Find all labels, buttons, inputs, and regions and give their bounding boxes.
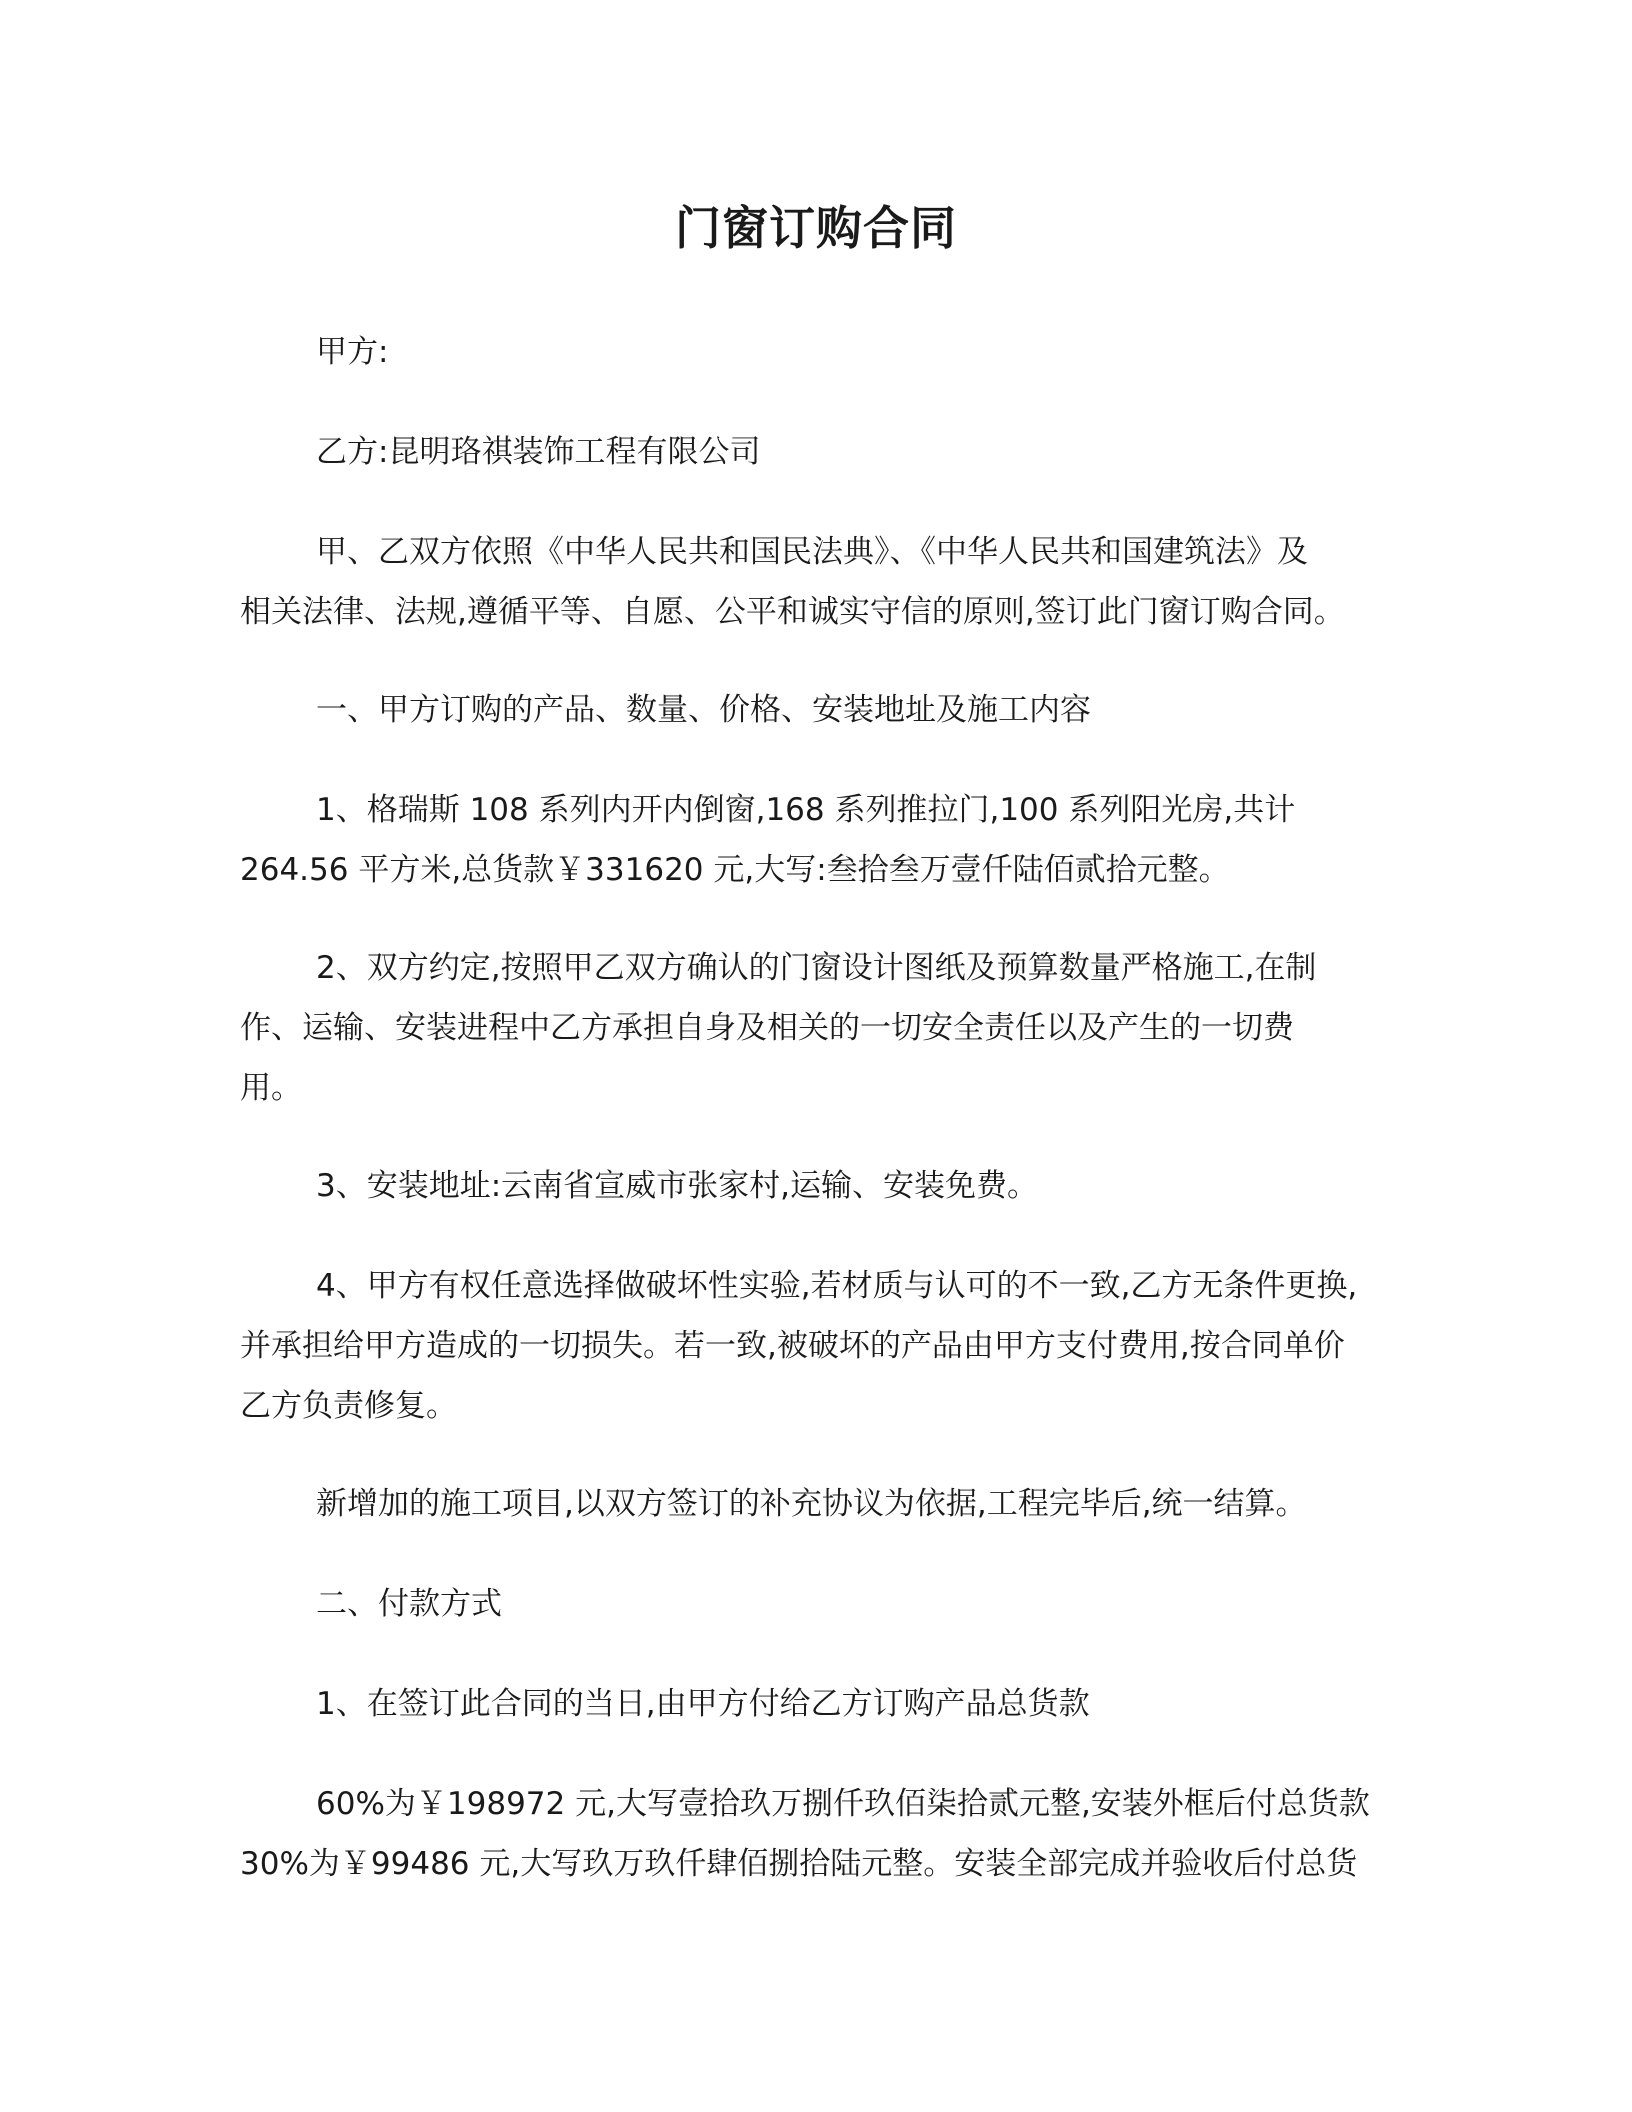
text-line: 乙方负责修复。: [240, 1388, 457, 1424]
clause-1-2: [240, 938, 1390, 1118]
text-line: 3、安装地址:云南省宣威市张家村,运输、安装免费。: [316, 1168, 1039, 1204]
text-line: 4、甲方有权任意选择做破坏性实验,若材质与认可的不一致,乙方无条件更换,: [316, 1268, 1358, 1304]
text-line: 2、双方约定,按照甲乙双方确认的门窗设计图纸及预算数量严格施工,在制: [316, 950, 1317, 986]
text-line: 1、格瑞斯 108 系列内开内倒窗,168 系列推拉门,100 系列阳光房,共计: [316, 792, 1296, 828]
text-line: 二、付款方式: [316, 1586, 502, 1622]
text-line: 乙方:昆明珞祺装饰工程有限公司: [316, 434, 761, 470]
text-line: 新增加的施工项目,以双方签订的补充协议为依据,工程完毕后,统一结算。: [316, 1486, 1307, 1522]
text-line: 甲方:: [316, 334, 389, 370]
clause-1-extra: [240, 1474, 1390, 1534]
clause-2-1: [240, 1674, 1390, 1734]
party-a-line: [240, 322, 1390, 382]
party-b-line: [240, 422, 1390, 482]
clause-2-1-continued: [240, 1774, 1390, 1894]
section-1-heading: [240, 680, 1390, 740]
text-line: 1、在签订此合同的当日,由甲方付给乙方订购产品总货款: [316, 1686, 1090, 1722]
clause-1-1: [240, 780, 1390, 900]
text-line: 264.56 平方米,总货款￥331620 元,大写:叁拾叁万壹仟陆佰贰拾元整。: [240, 852, 1230, 888]
text-line: 作、运输、安装进程中乙方承担自身及相关的一切安全责任以及产生的一切费: [240, 1010, 1294, 1046]
preamble-paragraph: [240, 522, 1390, 642]
clause-1-4: [240, 1256, 1390, 1436]
text-line: 并承担给甲方造成的一切损失。若一致,被破坏的产品由甲方支付费用,按合同单价: [240, 1328, 1345, 1364]
text-line: 用。: [240, 1070, 302, 1106]
text-line: 一、甲方订购的产品、数量、价格、安装地址及施工内容: [316, 692, 1091, 728]
clause-1-3: [240, 1156, 1390, 1216]
text-line: 相关法律、法规,遵循平等、自愿、公平和诚实守信的原则,签订此门窗订购合同。: [240, 594, 1345, 630]
text-line: 60%为￥198972 元,大写壹拾玖万捌仟玖佰柒拾贰元整,安装外框后付总货款: [316, 1786, 1370, 1822]
text-line: 甲、乙双方依照《中华人民共和国民法典》、《中华人民共和国建筑法》及: [316, 534, 1308, 570]
text-line: 30%为￥99486 元,大写玖万玖仟肆佰捌拾陆元整。安装全部完成并验收后付总货: [240, 1846, 1358, 1882]
section-2-heading: [240, 1574, 1390, 1634]
document-title: 门窗订购合同: [675, 201, 957, 255]
